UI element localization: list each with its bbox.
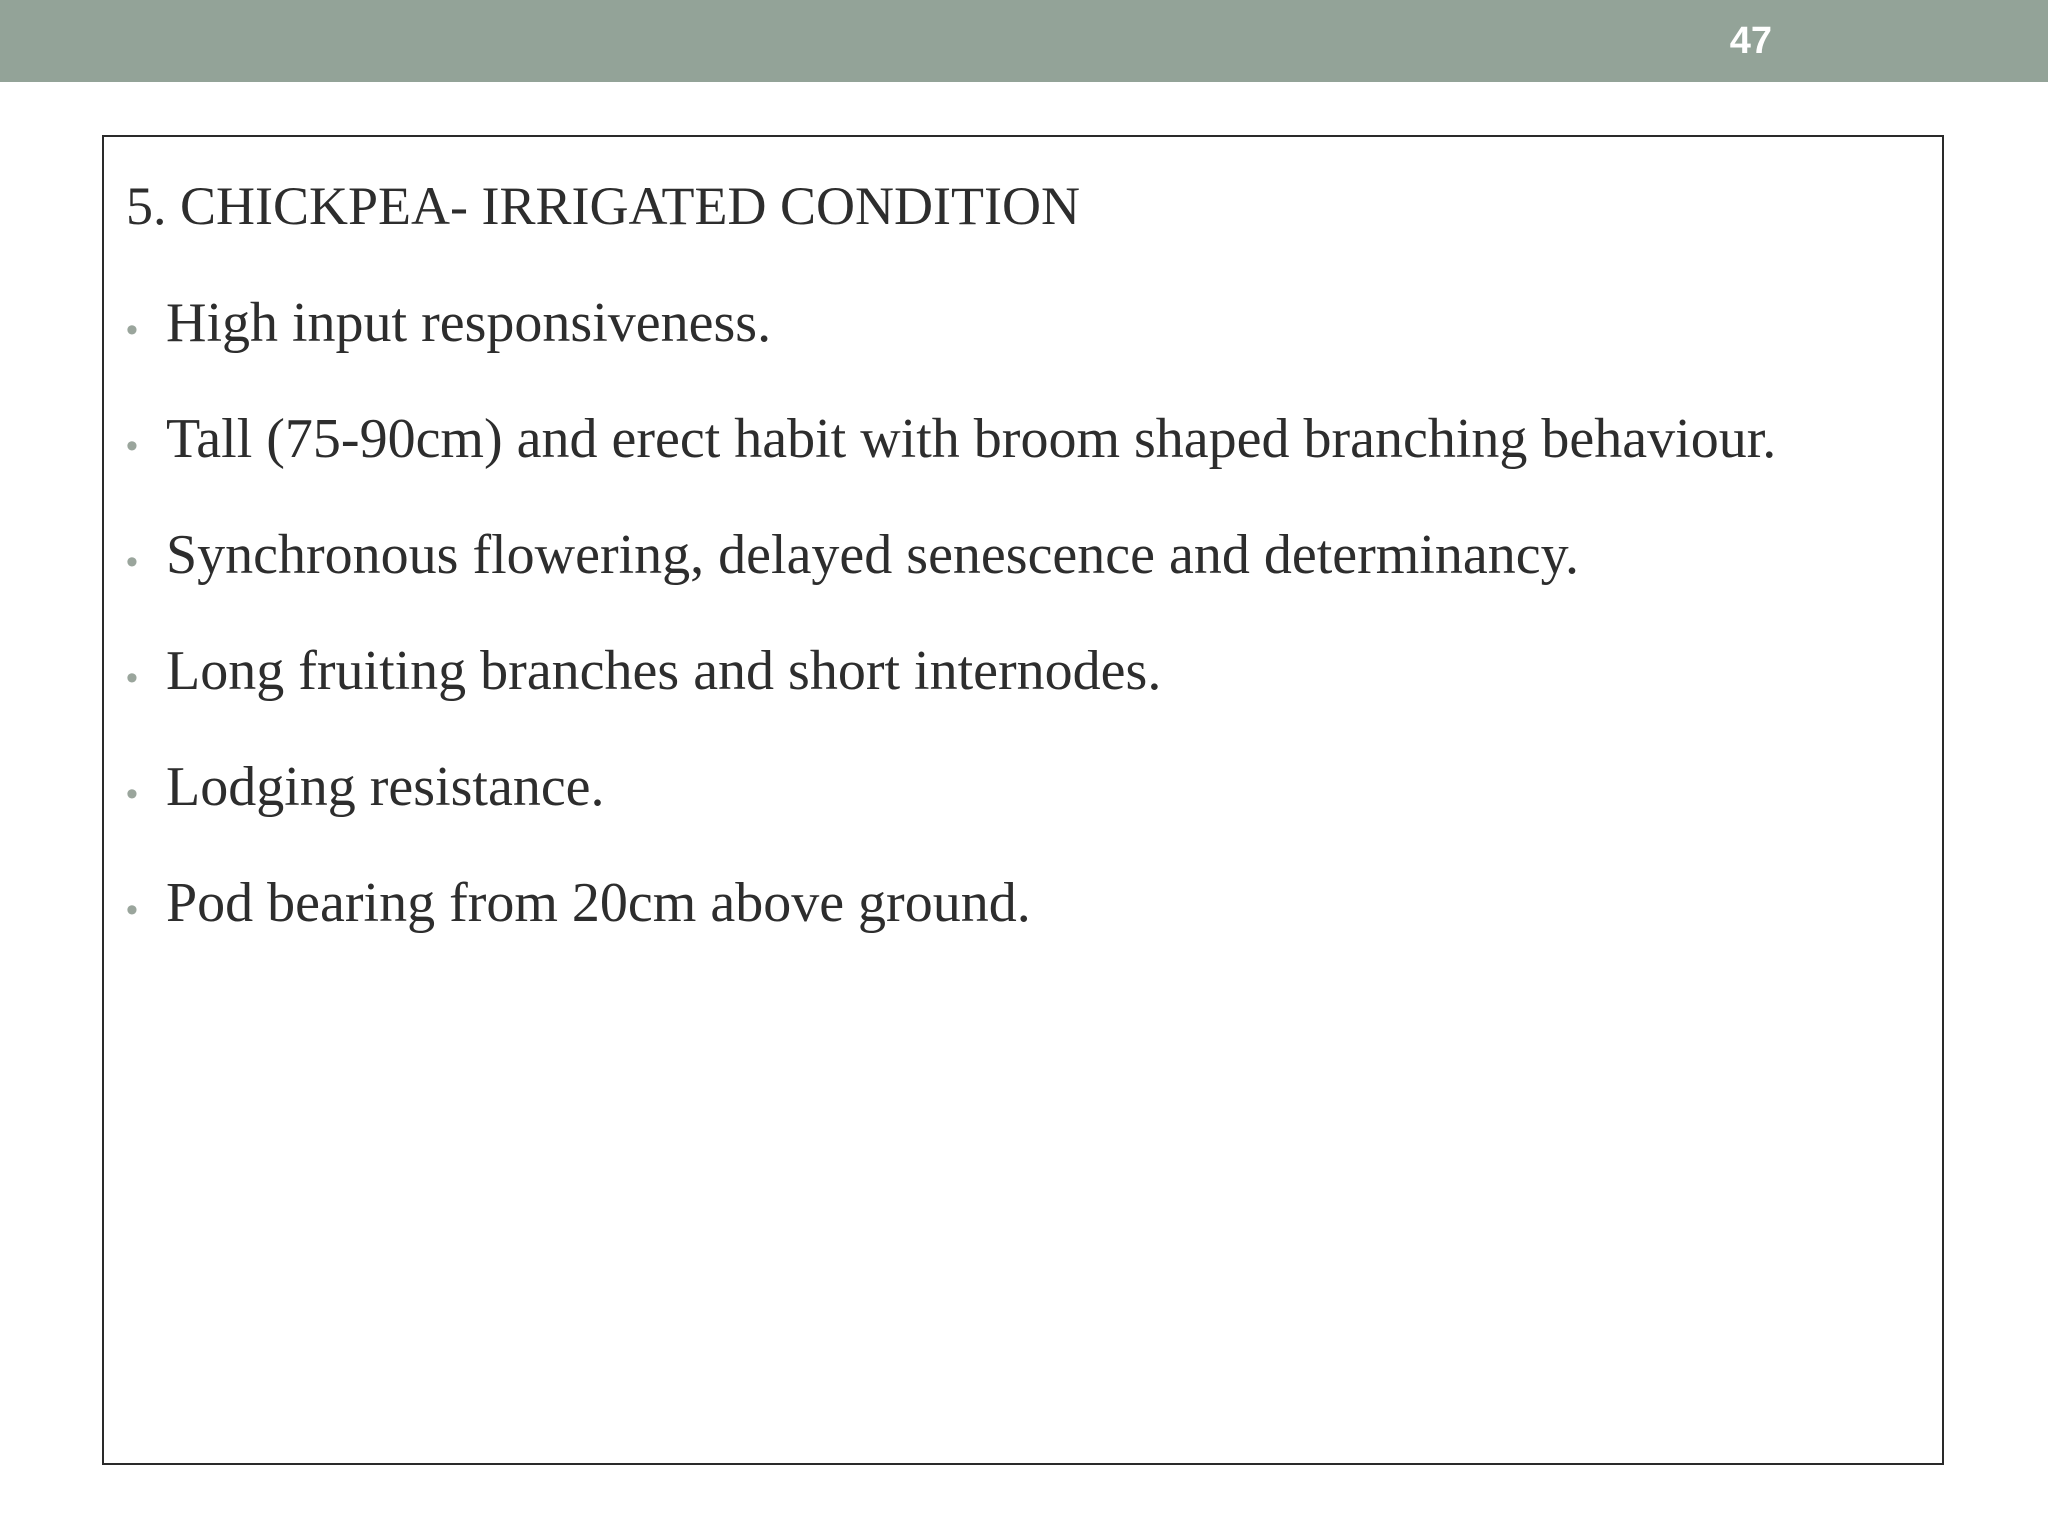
slide-heading: 5. CHICKPEA- IRRIGATED CONDITION [126, 176, 1080, 236]
header-band [0, 0, 2048, 82]
bullet-icon: • [126, 427, 138, 465]
bullet-text: Lodging resistance. [166, 756, 605, 818]
bullet-icon: • [126, 891, 138, 929]
bullet-text: Pod bearing from 20cm above ground. [166, 872, 1031, 934]
bullet-item [126, 523, 1776, 639]
bullet-text: High input responsiveness. [166, 292, 772, 354]
bullet-item [126, 755, 1776, 871]
bullet-text: Tall (75-90cm) and erect habit with broom shaped branching behaviour. [166, 408, 1777, 470]
slide-number: 47 [1729, 20, 1772, 62]
bullet-icon: • [126, 543, 138, 581]
content-box [102, 135, 1944, 1465]
bullet-text: Long fruiting branches and short internodes. [166, 640, 1162, 702]
bullet-item [126, 407, 1776, 523]
bullet-text: Synchronous flowering, delayed senescence and determinancy. [166, 524, 1579, 586]
bullet-icon: • [126, 311, 138, 349]
bullet-item [126, 639, 1776, 755]
bullet-item [126, 871, 1776, 987]
bullet-item [126, 291, 1776, 407]
bullet-list [126, 291, 1776, 987]
bullet-icon: • [126, 775, 138, 813]
bullet-icon: • [126, 659, 138, 697]
